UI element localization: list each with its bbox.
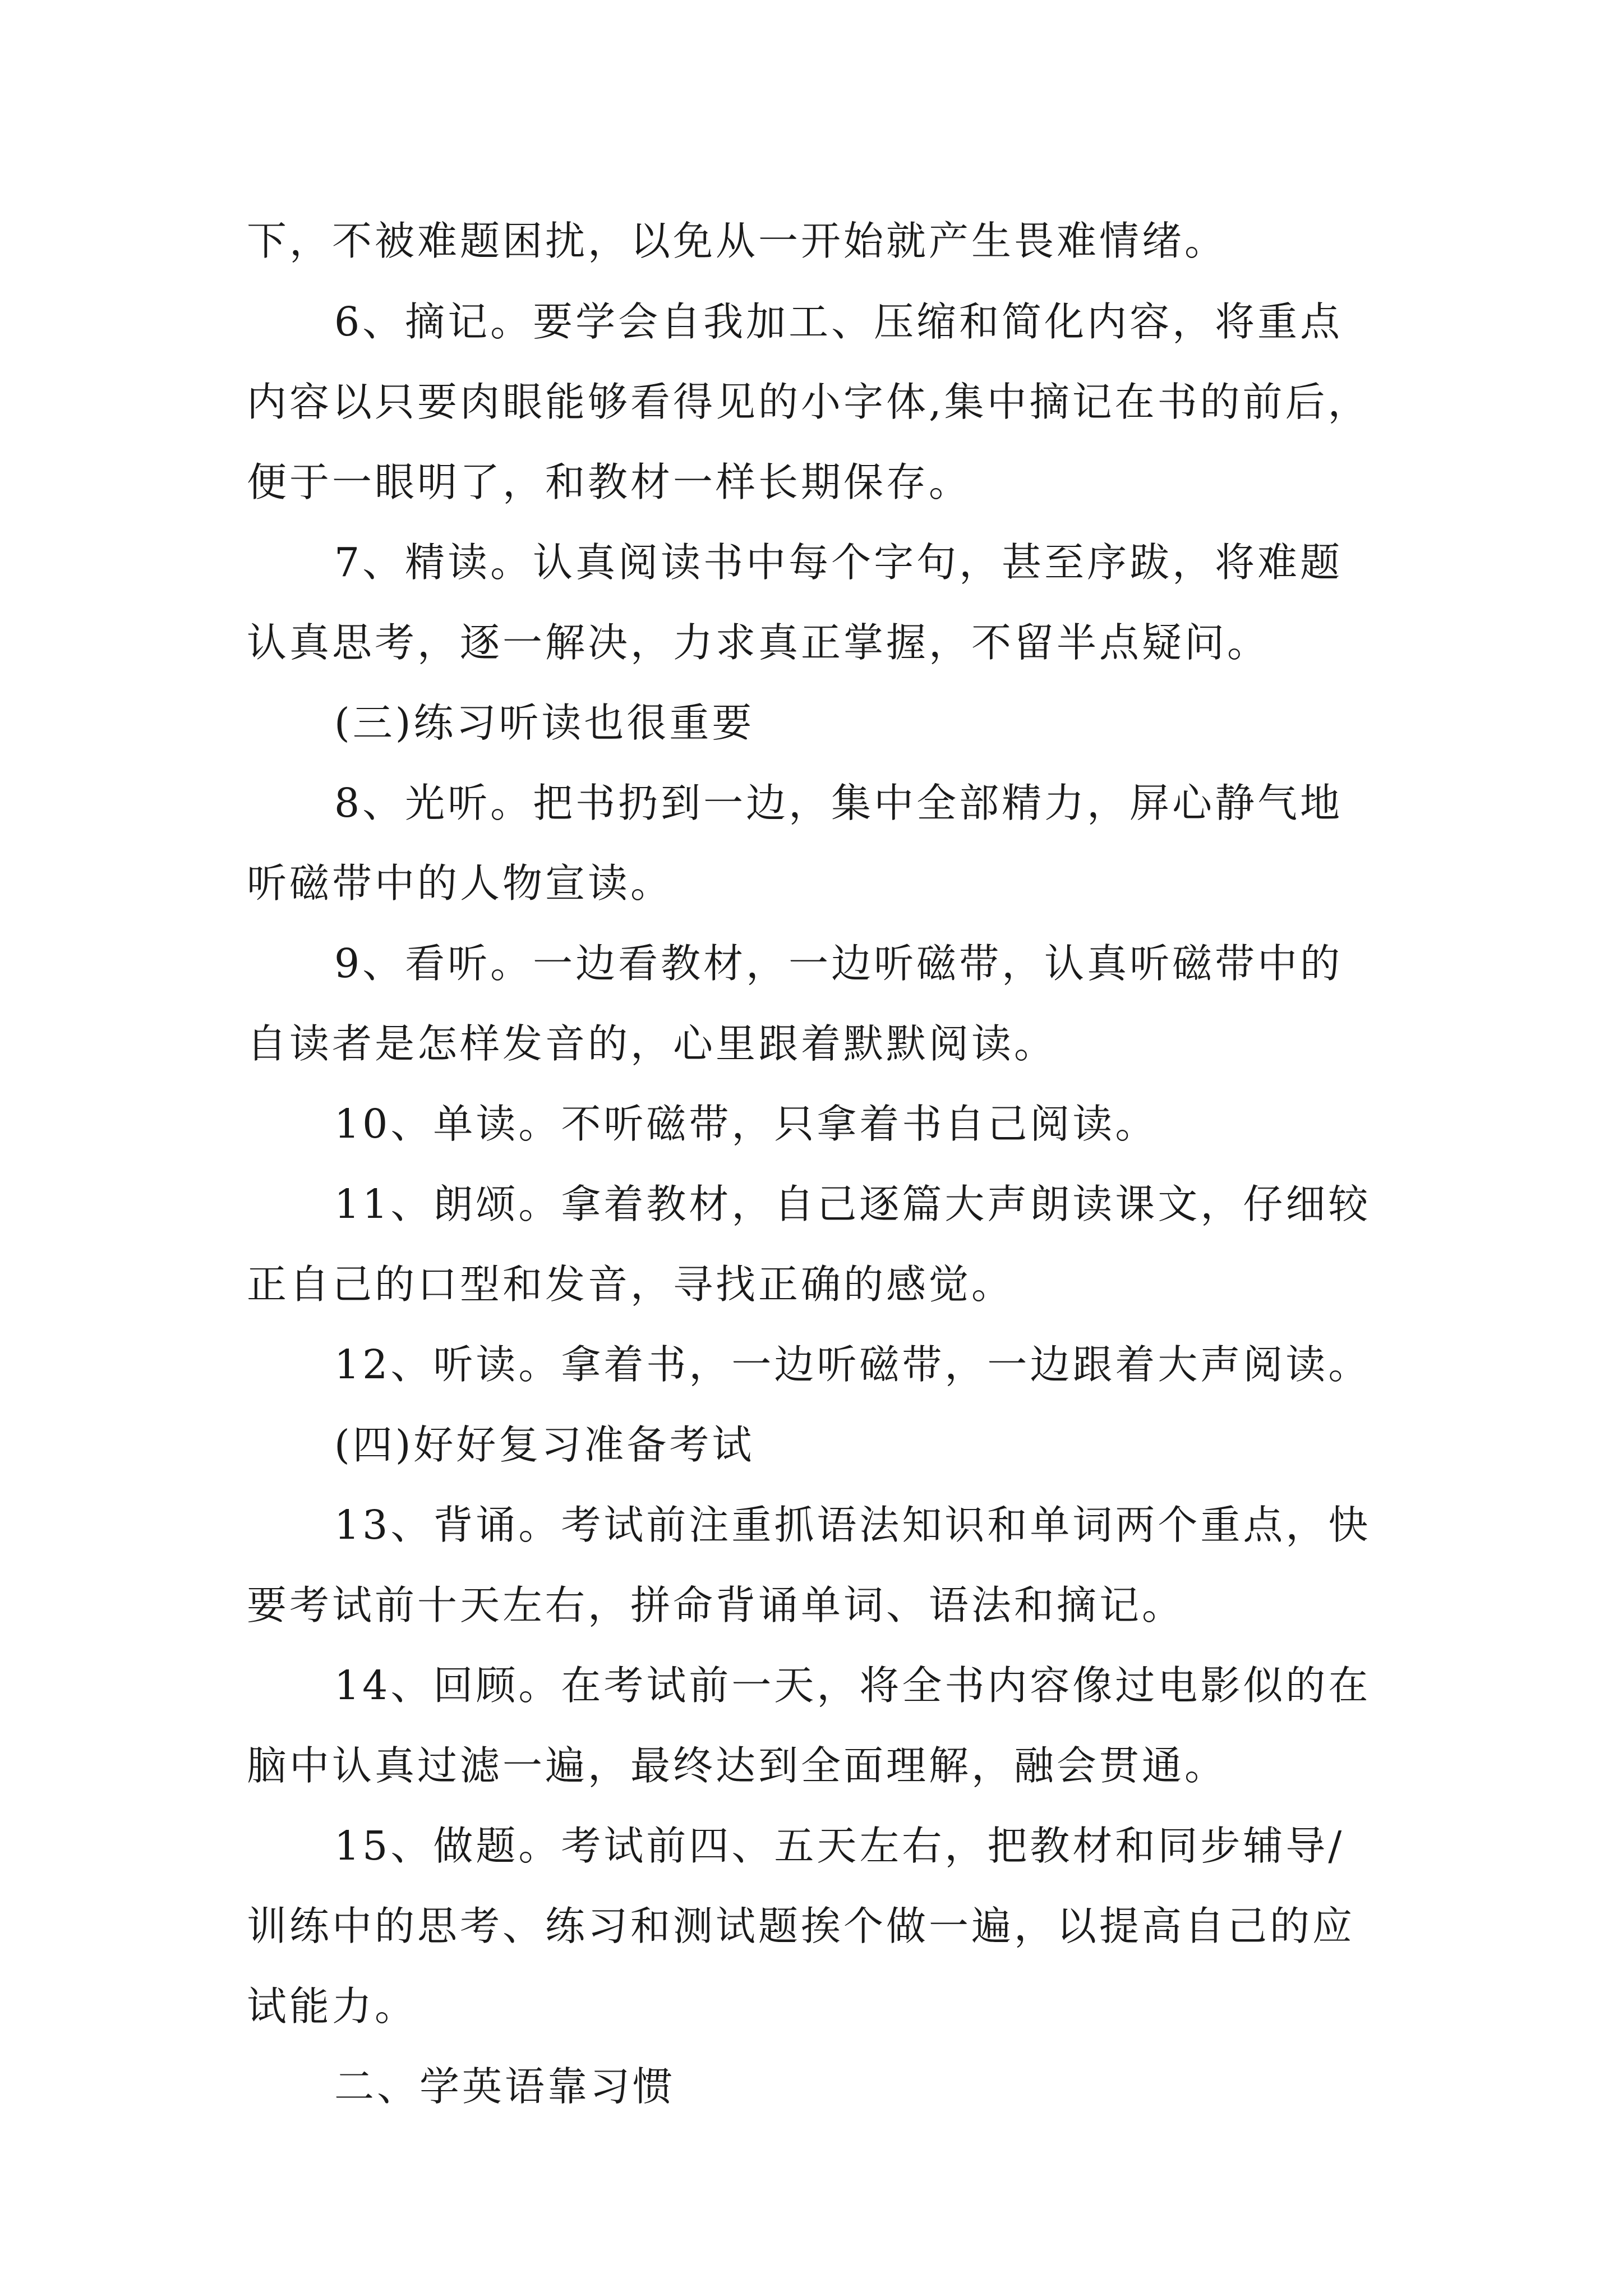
text-line-6: 认真思考，逐一解决，力求真正掌握，不留半点疑问。 [247, 619, 1270, 666]
text-line-10: 9、看听。一边看教材，一边听磁带，认真听磁带中的 [334, 940, 1343, 987]
text-line-9: 听磁带中的人物宣读。 [247, 860, 674, 907]
text-line-12: 10、单读。不听磁带，只拿着书自己阅读。 [334, 1101, 1158, 1147]
text-line-22: 训练中的思考、练习和测试题挨个做一遍，以提高自己的应 [247, 1903, 1355, 1949]
text-line-17: 13、背诵。考试前注重抓语法知识和单词两个重点，快 [334, 1502, 1371, 1548]
text-line-13: 11、朗颂。拿着教材，自己逐篇大声朗读课文，仔细较 [334, 1181, 1371, 1227]
text-line-19: 14、回顾。在考试前一天，将全书内容像过电影似的在 [334, 1662, 1371, 1709]
text-line-14: 正自己的口型和发音，寻找正确的感觉。 [247, 1261, 1015, 1308]
text-line-20: 脑中认真过滤一遍，最终达到全面理解，融会贯通。 [247, 1742, 1228, 1789]
text-line-3: 内容以只要肉眼能够看得见的小字体,集中摘记在书的前后， [247, 379, 1371, 425]
text-line-15: 12、听读。拿着书，一边听磁带，一边跟着大声阅读。 [334, 1341, 1371, 1388]
text-line-4: 便于一眼明了，和教材一样长期保存。 [247, 459, 972, 505]
text-line-2: 6、摘记。要学会自我加工、压缩和简化内容，将重点 [334, 298, 1343, 345]
text-line-11: 自读者是怎样发音的，心里跟着默默阅读。 [247, 1020, 1057, 1067]
text-line-8: 8、光听。把书扔到一边，集中全部精力，屏心静气地 [334, 780, 1343, 826]
section-heading-3: (三)练习听读也很重要 [334, 700, 755, 746]
text-line-1: 下，不被难题困扰，以免从一开始就产生畏难情绪。 [247, 218, 1228, 264]
section-heading-4: (四)好好复习准备考试 [334, 1421, 755, 1468]
text-line-23: 试能力。 [247, 1983, 418, 2030]
text-line-21: 15、做题。考试前四、五天左右，把教材和同步辅导/ [334, 1823, 1345, 1869]
text-line-18: 要考试前十天左右，拼命背诵单词、语法和摘记。 [247, 1582, 1185, 1628]
text-line-5: 7、精读。认真阅读书中每个字句，甚至序跋，将难题 [334, 539, 1343, 586]
chapter-heading-2: 二、学英语靠习惯 [334, 2063, 676, 2110]
